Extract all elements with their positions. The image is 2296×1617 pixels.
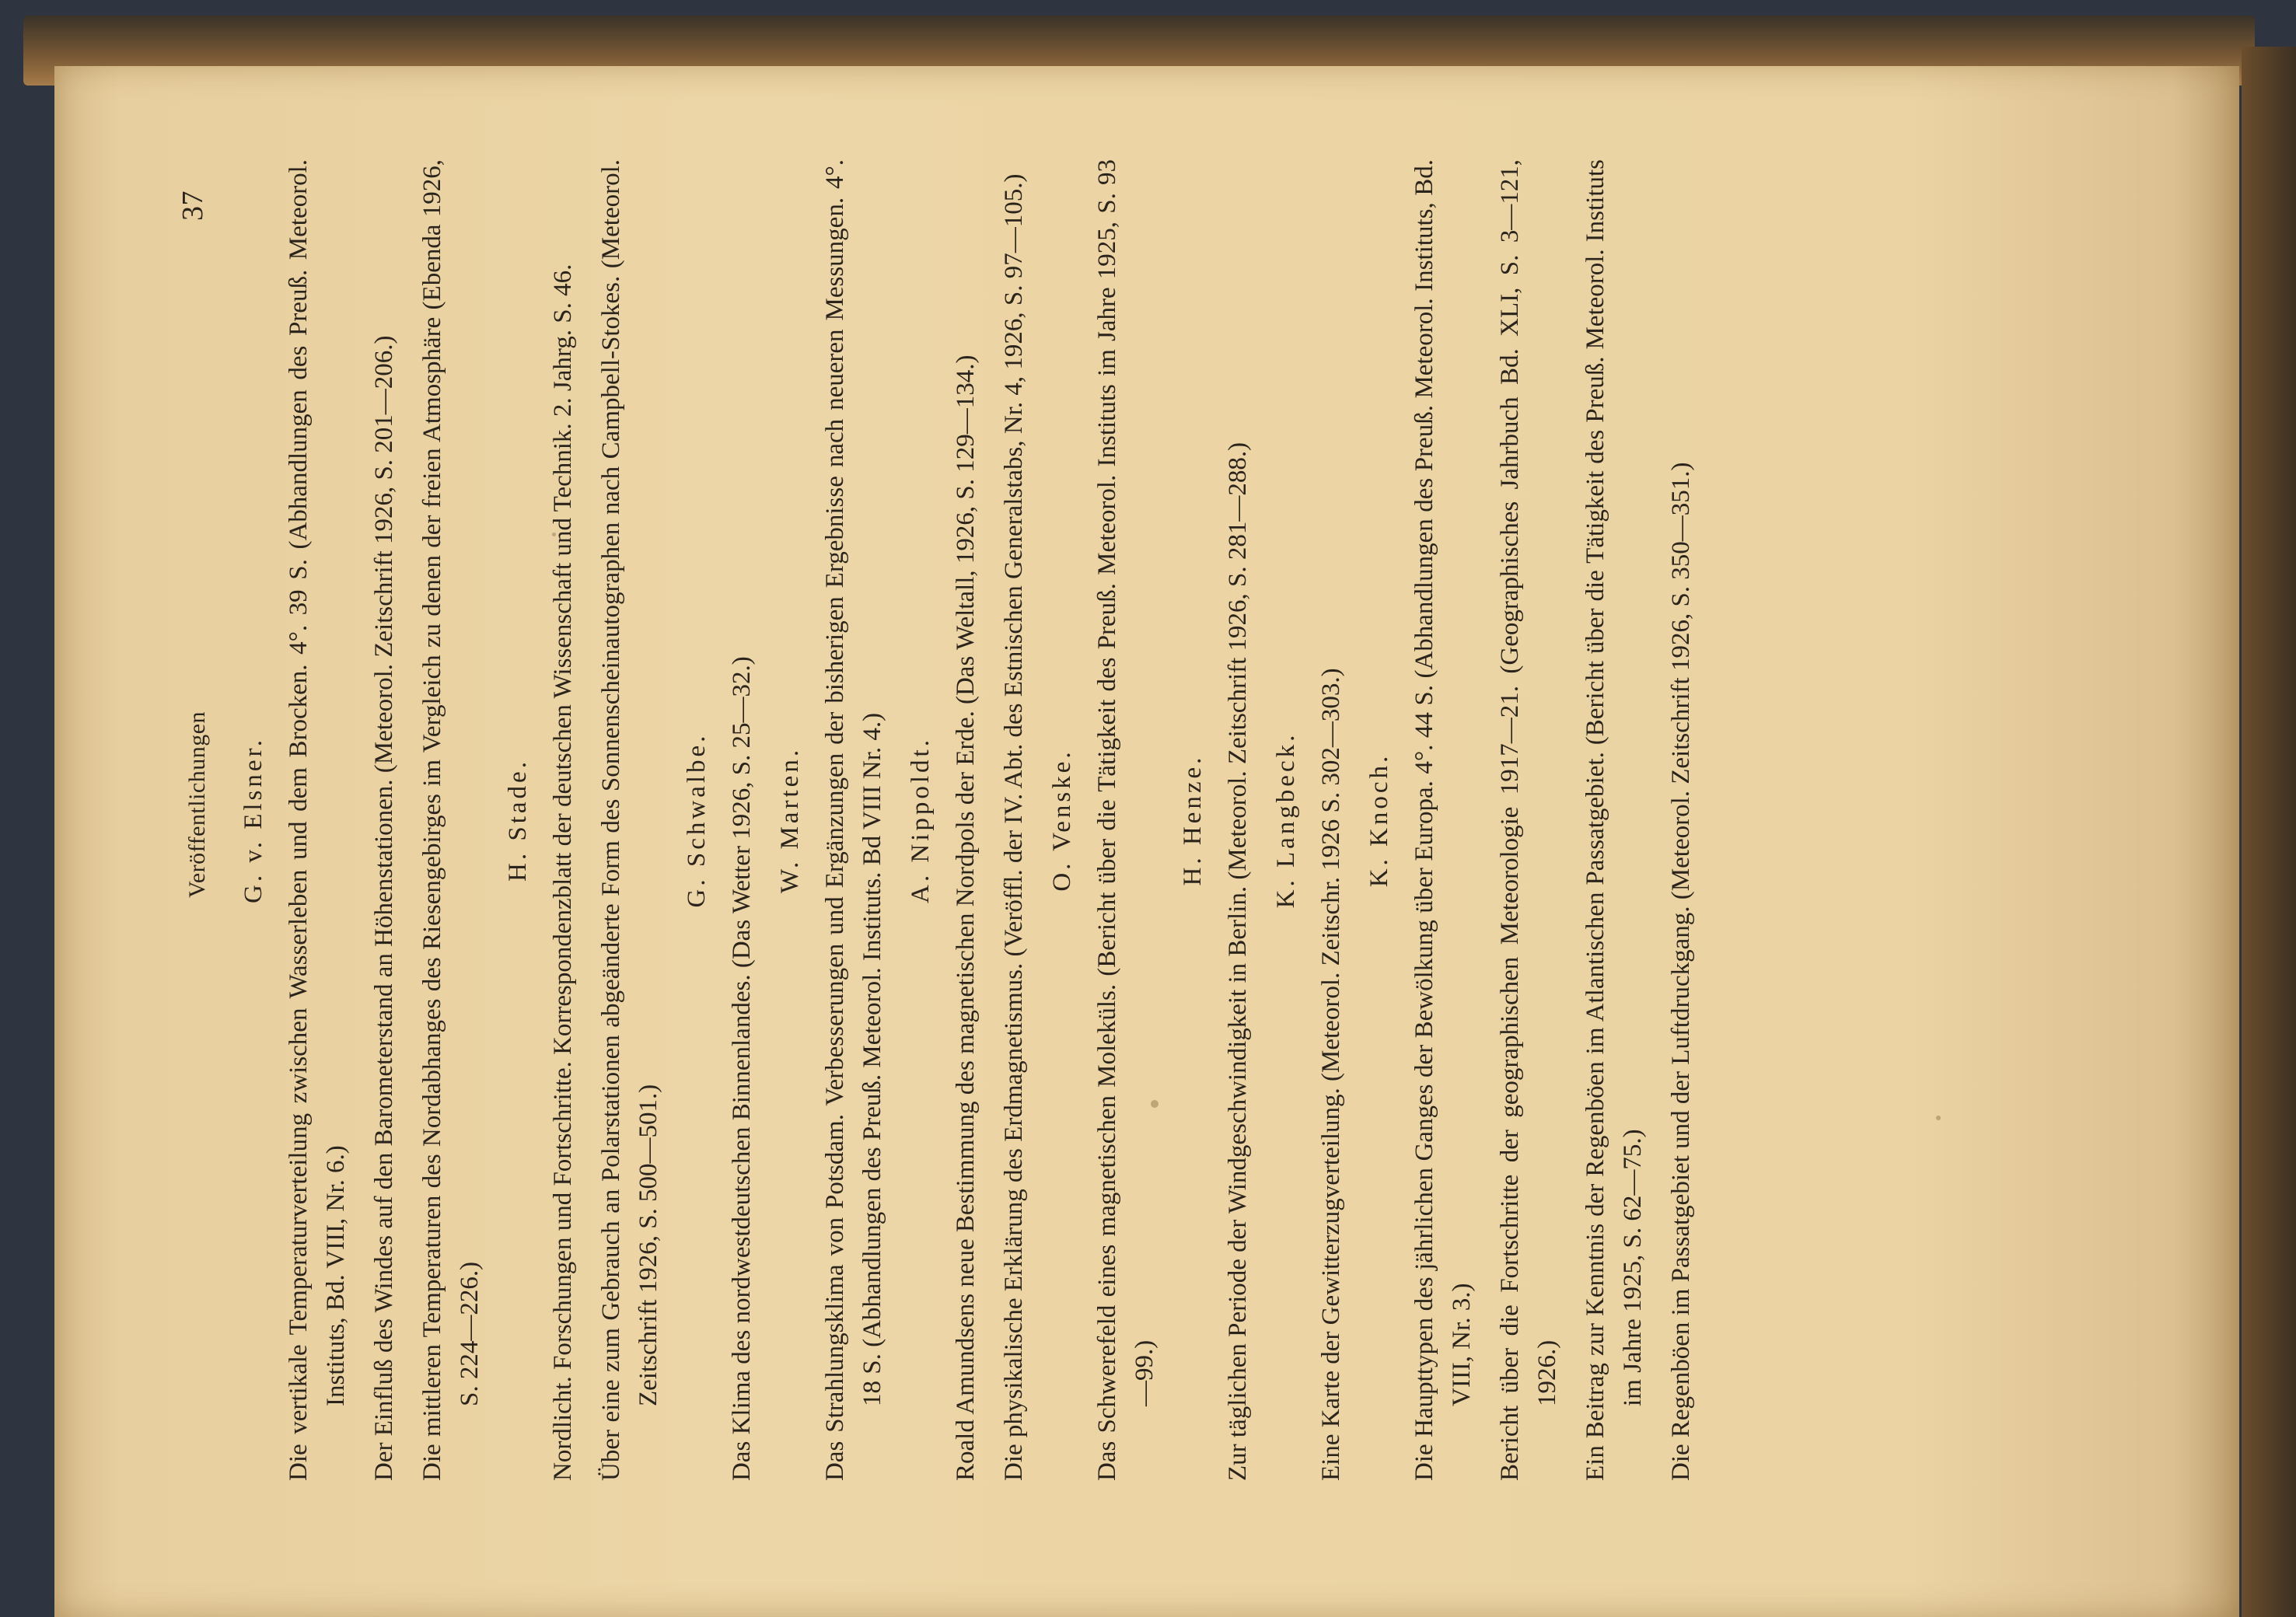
section-marten — [771, 159, 891, 1481]
bibliography-entry: Der Einfluß des Windes auf den Barometerstand an Höhenstationen. (Meteorol. Zeitschrift 1926, S. 201—206.) — [370, 335, 398, 1481]
bibliography-entry: Die Regenböen im Passatgebiet und der Luftdruckgang. (Meteorol. Zeitschrift 1926, S. 350—351.) — [1667, 462, 1695, 1481]
author-heading: G. v. Elsner. — [239, 737, 267, 903]
bibliography-entry: Das Klima des nordwestdeutschen Binnenlandes. (Das Wetter 1926, S. 25—32.) — [728, 656, 756, 1481]
author-heading: O. Venske. — [1048, 749, 1076, 892]
section-langbeck — [1267, 159, 1350, 1481]
section-knoch — [1361, 159, 1700, 1481]
bibliography-entry: Nordlicht. Forschungen und Fortschritte. Korrespondenzblatt der deutschen Wissenschaft und Technik. 2. Jahrg. S. 46. — [549, 264, 577, 1481]
section-henze — [1174, 159, 1256, 1481]
bibliography-entry: Eine Karte der Gewitterzugverteilung. (Meteorol. Zeitschr. 1926 S. 302—303.) — [1317, 668, 1345, 1481]
section-venske — [1043, 159, 1163, 1481]
bibliography-entry: Zur täglichen Periode der Windgeschwindigkeit in Berlin. (Meteorol. Zeitschrift 1926, S. 281—288.) — [1224, 442, 1252, 1481]
page-number: 37 — [176, 190, 209, 221]
bibliography-entry: Über eine zum Gebrauch an Polarstationen abgeänderte Form des Sonnenscheinautographen nach Campbell-Stokes. (Meteorol. Zeitschrift 1926, S. 500—501.) — [597, 159, 662, 1481]
bibliography-entry: Ein Beitrag zur Kenntnis der Regenböen im Atlantischen Passatgebiet. (Bericht über die Tätigkeit des Preuß. Meteorol. Instituts im Jahre 1925, S. 62—75.) — [1581, 159, 1647, 1481]
author-heading: G. Schwalbe. — [683, 732, 711, 908]
author-heading: W. Marten. — [776, 746, 804, 894]
author-heading: A. Nippoldt. — [907, 737, 935, 903]
bibliography-entry: Roald Amundsens neue Bestimmung des magnetischen Nordpols der Erde. (Das Weltall, 1926, S. 129—134.) — [952, 354, 980, 1481]
running-head — [176, 159, 225, 1458]
author-heading: H. Stade. — [504, 759, 532, 882]
bibliography-entry: Die Haupttypen des jährlichen Ganges der Bewölkung über Europa. 4°. 44 S. (Abhandlungen des Preuß. Meteorol. Instituts, Bd. VIII, Nr. 3.) — [1410, 159, 1476, 1481]
author-heading: K. Langbeck. — [1272, 732, 1300, 909]
section-nippoldt — [902, 159, 1033, 1481]
section-stade — [499, 159, 667, 1481]
bibliography-entry: Bericht über die Fortschritte der geographischen Meteorologie 1917—21. (Geographisches Jahrbuch Bd. XLI, S. 3—121, 1926.) — [1496, 159, 1561, 1481]
author-heading: K. Knoch. — [1365, 753, 1393, 888]
rotated-text-block — [176, 159, 2138, 1481]
author-heading: H. Henze. — [1179, 754, 1207, 886]
section-schwalbe — [678, 159, 760, 1481]
bibliography-entry: Die mittleren Temperaturen des Nordabhanges des Riesengebirges im Vergleich zu denen der freien Atmosphäre (Ebenda 1926, S. 224—226.) — [418, 159, 484, 1481]
section-elsner — [235, 159, 488, 1481]
bibliography-entry: Das Strahlungsklima von Potsdam. Verbesserungen und Ergänzungen der bisherigen Ergebnisse nach neueren Messungen. 4°. 18 S. (Abhandlungen des Preuß. Meteorol. Instituts. Bd VIII Nr. 4.) — [821, 159, 886, 1481]
running-head-title: Veröffentlichungen — [184, 711, 210, 898]
bibliography-entry: Die physikalische Erklärung des Erdmagnetismus. (Veröffl. der IV. Abt. des Estnischen Generalstabs, Nr. 4, 1926, S. 97—105.) — [1000, 173, 1028, 1481]
bibliography-entry: Das Schwerefeld eines magnetischen Moleküls. (Bericht über die Tätigkeit des Preuß. Meteorol. Instituts im Jahre 1925, S. 93—99.) — [1093, 159, 1158, 1481]
book-binding-right — [2242, 47, 2296, 1617]
bibliography-entry: Die vertikale Temperaturverteilung zwischen Wasserleben und dem Brocken. 4°. 39 S. (Abhandlungen des Preuß. Meteorol. Instituts, Bd. VIII, Nr. 6.) — [285, 159, 350, 1481]
